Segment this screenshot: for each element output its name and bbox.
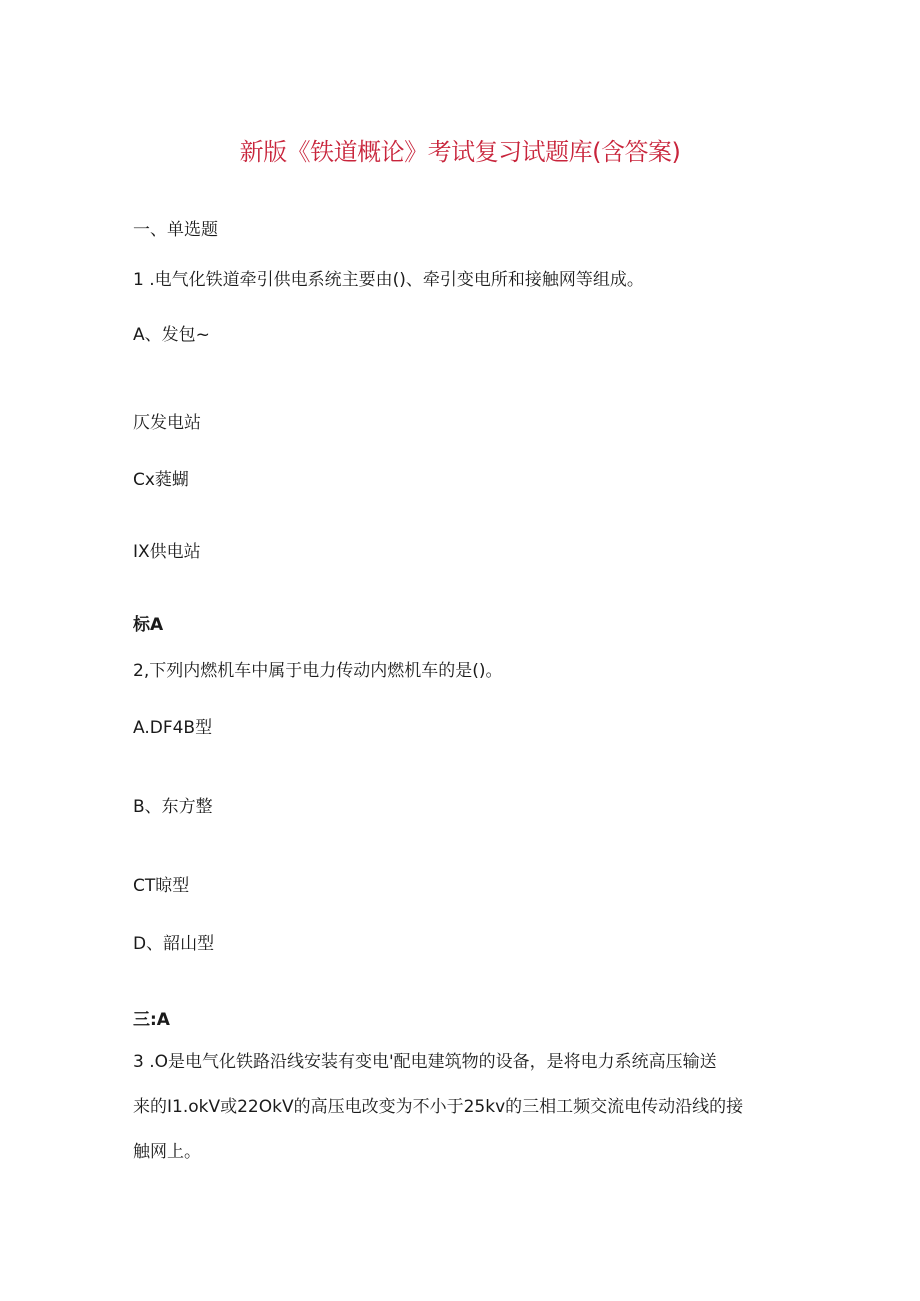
question-1-option-a: A、发包~ (133, 325, 210, 345)
question-1-option-b: 仄发电站 (133, 413, 201, 433)
question-3-line: 3 .O是电气化铁路沿线安装有变电'配电建筑物的设备，是将电力系统高压输送 (133, 1052, 717, 1072)
question-2-option-a: A.DF4B型 (133, 718, 213, 738)
question-2-answer: 三:A (133, 1010, 170, 1030)
question-3-stem (133, 1040, 793, 1175)
question-3-line: 触网上。 (133, 1142, 201, 1162)
document-title: 新版《铁道概论》考试复习试题库(含答案) (239, 138, 681, 166)
question-2-option-d: D、韶山型 (133, 934, 215, 954)
question-2-option-c: CT晾型 (133, 876, 190, 896)
section-heading: 一、单选题 (133, 220, 218, 240)
question-1-option-d: IX供电站 (133, 542, 201, 562)
question-2-stem: 2,下列内燃机车中属于电力传动内燃机车的是()。 (133, 661, 503, 681)
question-1-answer: 标A (133, 615, 164, 635)
question-2-option-b: B、东方整 (133, 797, 213, 817)
question-3-line: 来的I1.okV或22OkV的高压电改变为不小于25kv的三相工频交流电传动沿线的接 (133, 1097, 744, 1117)
question-1-stem: 1 .电气化铁道牵引供电系统主要由()、牵引变电所和接触网等组成。 (133, 270, 644, 290)
question-1-option-c: Cx蕤蝴 (133, 470, 189, 490)
